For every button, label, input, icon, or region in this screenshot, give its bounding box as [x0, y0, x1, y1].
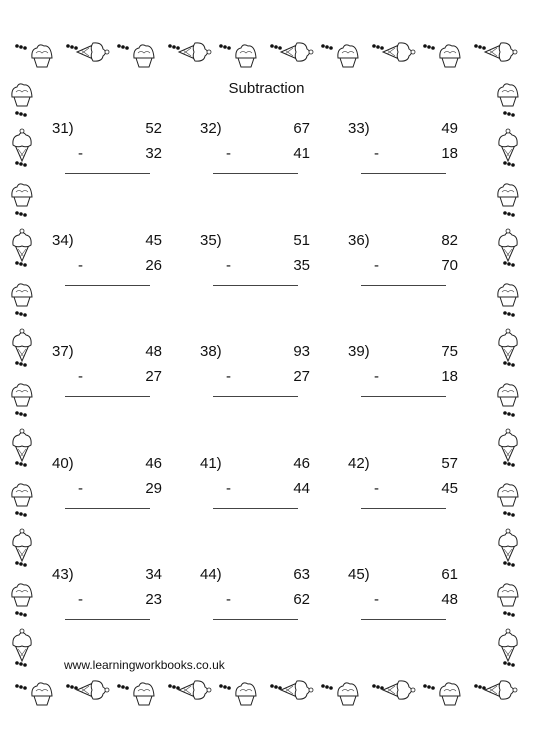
problem-number: 42) — [348, 455, 370, 472]
minus-sign: - — [226, 480, 231, 497]
minuend: 51 — [293, 232, 310, 249]
dot-decoration — [172, 685, 176, 689]
ice-cream-scoop-icon — [236, 683, 256, 705]
ice-cream-scoop-icon — [134, 45, 154, 67]
ice-cream-scoop-icon — [498, 284, 518, 306]
dot-decoration — [503, 611, 507, 615]
ice-cream-cone-icon — [383, 681, 415, 699]
dot-decoration — [15, 361, 19, 365]
dot-decoration — [66, 44, 70, 48]
answer-line — [65, 173, 150, 174]
minus-sign: - — [226, 368, 231, 385]
minuend: 57 — [441, 455, 458, 472]
ice-cream-scoop-icon — [236, 45, 256, 67]
dot-decoration — [19, 112, 23, 116]
dot-decoration — [15, 461, 19, 465]
ice-cream-scoop-icon — [498, 184, 518, 206]
dot-decoration — [121, 45, 125, 49]
dot-decoration — [125, 686, 129, 690]
problem-number: 32) — [200, 120, 222, 137]
dot-decoration — [23, 46, 27, 50]
ice-cream-scoop-icon — [32, 683, 52, 705]
problem-number: 35) — [200, 232, 222, 249]
ice-cream-cone-icon — [77, 681, 109, 699]
problem-number: 38) — [200, 343, 222, 360]
dot-decoration — [168, 44, 172, 48]
problem-number: 39) — [348, 343, 370, 360]
dot-decoration — [427, 685, 431, 689]
dot-decoration — [227, 46, 231, 50]
minuend: 93 — [293, 343, 310, 360]
dot-decoration — [19, 362, 23, 366]
dot-decoration — [19, 685, 23, 689]
ice-cream-scoop-icon — [12, 184, 32, 206]
dot-decoration — [482, 46, 486, 50]
minus-sign: - — [78, 480, 83, 497]
dot-decoration — [15, 261, 19, 265]
problem — [348, 455, 488, 525]
minuend: 63 — [293, 566, 310, 583]
problem — [348, 566, 488, 636]
subtrahend: 29 — [145, 480, 162, 497]
dot-decoration — [270, 44, 274, 48]
dot-decoration — [511, 163, 515, 167]
ice-cream-scoop-icon — [12, 284, 32, 306]
problem — [52, 566, 192, 636]
ice-cream-cone-icon — [499, 429, 517, 461]
dot-decoration — [23, 686, 27, 690]
dot-decoration — [15, 611, 19, 615]
ice-cream-cone-icon — [499, 129, 517, 161]
dot-decoration — [19, 412, 23, 416]
minus-sign: - — [374, 480, 379, 497]
minus-sign: - — [374, 591, 379, 608]
problem — [200, 232, 340, 302]
dot-decoration — [23, 663, 27, 667]
minuend: 46 — [293, 455, 310, 472]
dot-decoration — [66, 684, 70, 688]
minus-sign: - — [374, 368, 379, 385]
ice-cream-scoop-icon — [498, 584, 518, 606]
ice-cream-cone-icon — [13, 129, 31, 161]
dot-decoration — [507, 512, 511, 516]
ice-cream-scoop-icon — [338, 683, 358, 705]
dot-decoration — [19, 212, 23, 216]
dot-decoration — [503, 661, 507, 665]
answer-line — [361, 619, 446, 620]
dot-decoration — [511, 113, 515, 117]
dot-decoration — [380, 686, 384, 690]
dot-decoration — [23, 163, 27, 167]
dot-decoration — [329, 686, 333, 690]
dot-decoration — [19, 462, 23, 466]
ice-cream-cone-icon — [13, 429, 31, 461]
minus-sign: - — [374, 145, 379, 162]
dot-decoration — [219, 684, 223, 688]
problem-number: 33) — [348, 120, 370, 137]
dot-decoration — [503, 461, 507, 465]
dot-decoration — [23, 113, 27, 117]
dot-decoration — [329, 46, 333, 50]
problem-number: 43) — [52, 566, 74, 583]
problem-number: 45) — [348, 566, 370, 583]
dot-decoration — [176, 46, 180, 50]
problem-number: 40) — [52, 455, 74, 472]
minuend: 82 — [441, 232, 458, 249]
minuend: 45 — [145, 232, 162, 249]
page-title: Subtraction — [228, 80, 305, 97]
problem — [52, 455, 192, 525]
minuend: 52 — [145, 120, 162, 137]
problem-number: 37) — [52, 343, 74, 360]
dot-decoration — [431, 46, 435, 50]
minus-sign: - — [226, 257, 231, 274]
problem — [200, 566, 340, 636]
footer-url: www.learningworkbooks.co.uk — [64, 658, 225, 672]
dot-decoration — [176, 686, 180, 690]
dot-decoration — [19, 312, 23, 316]
subtrahend: 62 — [293, 591, 310, 608]
dot-decoration — [70, 685, 74, 689]
ice-cream-cone-icon — [281, 43, 313, 61]
ice-cream-cone-icon — [13, 229, 31, 261]
answer-line — [213, 285, 298, 286]
ice-cream-scoop-icon — [498, 484, 518, 506]
answer-line — [361, 285, 446, 286]
minus-sign: - — [374, 257, 379, 274]
dot-decoration — [274, 45, 278, 49]
answer-line — [213, 508, 298, 509]
dot-decoration — [507, 562, 511, 566]
subtrahend: 48 — [441, 591, 458, 608]
answer-line — [65, 508, 150, 509]
dot-decoration — [74, 46, 78, 50]
dot-decoration — [325, 685, 329, 689]
dot-decoration — [511, 663, 515, 667]
subtrahend: 35 — [293, 257, 310, 274]
dot-decoration — [23, 363, 27, 367]
problem-number: 44) — [200, 566, 222, 583]
dot-decoration — [117, 684, 121, 688]
subtrahend: 45 — [441, 480, 458, 497]
dot-decoration — [380, 46, 384, 50]
dot-decoration — [74, 686, 78, 690]
ice-cream-cone-icon — [499, 629, 517, 661]
problem-number: 36) — [348, 232, 370, 249]
dot-decoration — [15, 211, 19, 215]
minus-sign: - — [78, 257, 83, 274]
dot-decoration — [23, 413, 27, 417]
minus-sign: - — [78, 368, 83, 385]
answer-line — [361, 396, 446, 397]
dot-decoration — [278, 46, 282, 50]
dot-decoration — [219, 44, 223, 48]
dot-decoration — [507, 412, 511, 416]
minuend: 34 — [145, 566, 162, 583]
dot-decoration — [511, 263, 515, 267]
dot-decoration — [482, 686, 486, 690]
dot-decoration — [15, 561, 19, 565]
answer-line — [361, 173, 446, 174]
dot-decoration — [23, 513, 27, 517]
dot-decoration — [503, 411, 507, 415]
ice-cream-cone-icon — [485, 43, 517, 61]
dot-decoration — [511, 613, 515, 617]
ice-cream-cone-icon — [179, 681, 211, 699]
dot-decoration — [19, 612, 23, 616]
dot-decoration — [503, 111, 507, 115]
dot-decoration — [278, 686, 282, 690]
dot-decoration — [431, 686, 435, 690]
dot-decoration — [23, 263, 27, 267]
answer-line — [361, 508, 446, 509]
problem — [200, 455, 340, 525]
ice-cream-cone-icon — [499, 229, 517, 261]
problem — [348, 232, 488, 302]
dot-decoration — [503, 361, 507, 365]
dot-decoration — [15, 411, 19, 415]
subtrahend: 41 — [293, 145, 310, 162]
dot-decoration — [15, 661, 19, 665]
subtrahend: 23 — [145, 591, 162, 608]
dot-decoration — [503, 511, 507, 515]
subtrahend: 70 — [441, 257, 458, 274]
dot-decoration — [15, 684, 19, 688]
dot-decoration — [15, 311, 19, 315]
dot-decoration — [478, 45, 482, 49]
dot-decoration — [503, 311, 507, 315]
dot-decoration — [507, 662, 511, 666]
problem-number: 41) — [200, 455, 222, 472]
dot-decoration — [125, 46, 129, 50]
subtrahend: 44 — [293, 480, 310, 497]
answer-line — [65, 396, 150, 397]
minus-sign: - — [226, 591, 231, 608]
dot-decoration — [511, 213, 515, 217]
dot-decoration — [474, 684, 478, 688]
ice-cream-cone-icon — [499, 329, 517, 361]
dot-decoration — [503, 561, 507, 565]
problem — [52, 120, 192, 190]
dot-decoration — [23, 463, 27, 467]
dot-decoration — [19, 45, 23, 49]
dot-decoration — [474, 44, 478, 48]
dot-decoration — [321, 44, 325, 48]
dot-decoration — [15, 161, 19, 165]
dot-decoration — [325, 45, 329, 49]
minus-sign: - — [226, 145, 231, 162]
dot-decoration — [478, 685, 482, 689]
ice-cream-cone-icon — [179, 43, 211, 61]
dot-decoration — [511, 413, 515, 417]
dot-decoration — [511, 313, 515, 317]
dot-decoration — [172, 45, 176, 49]
ice-cream-cone-icon — [13, 629, 31, 661]
ice-cream-cone-icon — [281, 681, 313, 699]
dot-decoration — [270, 684, 274, 688]
ice-cream-scoop-icon — [32, 45, 52, 67]
dot-decoration — [503, 261, 507, 265]
dot-decoration — [23, 213, 27, 217]
answer-line — [65, 285, 150, 286]
dot-decoration — [19, 262, 23, 266]
dot-decoration — [507, 212, 511, 216]
dot-decoration — [372, 44, 376, 48]
minuend: 67 — [293, 120, 310, 137]
ice-cream-scoop-icon — [12, 584, 32, 606]
dot-decoration — [507, 262, 511, 266]
dot-decoration — [121, 685, 125, 689]
minus-sign: - — [78, 591, 83, 608]
problem — [348, 343, 488, 413]
answer-line — [213, 619, 298, 620]
dot-decoration — [227, 686, 231, 690]
dot-decoration — [507, 462, 511, 466]
dot-decoration — [23, 563, 27, 567]
problem — [200, 120, 340, 190]
dot-decoration — [15, 111, 19, 115]
problem-number: 31) — [52, 120, 74, 137]
dot-decoration — [23, 313, 27, 317]
ice-cream-scoop-icon — [440, 45, 460, 67]
dot-decoration — [376, 45, 380, 49]
dot-decoration — [168, 684, 172, 688]
dot-decoration — [19, 162, 23, 166]
dot-decoration — [15, 511, 19, 515]
ice-cream-scoop-icon — [134, 683, 154, 705]
ice-cream-scoop-icon — [498, 384, 518, 406]
subtrahend: 27 — [293, 368, 310, 385]
problem — [52, 343, 192, 413]
problem — [200, 343, 340, 413]
minuend: 49 — [441, 120, 458, 137]
dot-decoration — [511, 463, 515, 467]
dot-decoration — [15, 44, 19, 48]
minuend: 48 — [145, 343, 162, 360]
dot-decoration — [507, 362, 511, 366]
dot-decoration — [507, 112, 511, 116]
dot-decoration — [223, 45, 227, 49]
ice-cream-cone-icon — [485, 681, 517, 699]
dot-decoration — [503, 211, 507, 215]
dot-decoration — [507, 612, 511, 616]
ice-cream-cone-icon — [13, 529, 31, 561]
minuend: 61 — [441, 566, 458, 583]
subtrahend: 18 — [441, 145, 458, 162]
dot-decoration — [423, 44, 427, 48]
dot-decoration — [507, 312, 511, 316]
ice-cream-scoop-icon — [440, 683, 460, 705]
minuend: 75 — [441, 343, 458, 360]
problem — [52, 232, 192, 302]
ice-cream-scoop-icon — [12, 384, 32, 406]
subtrahend: 26 — [145, 257, 162, 274]
dot-decoration — [423, 684, 427, 688]
dot-decoration — [511, 513, 515, 517]
ice-cream-scoop-icon — [12, 484, 32, 506]
problem-number: 34) — [52, 232, 74, 249]
minuend: 46 — [145, 455, 162, 472]
minus-sign: - — [78, 145, 83, 162]
ice-cream-cone-icon — [499, 529, 517, 561]
dot-decoration — [511, 563, 515, 567]
dot-decoration — [511, 363, 515, 367]
ice-cream-cone-icon — [13, 329, 31, 361]
answer-line — [213, 396, 298, 397]
answer-line — [65, 619, 150, 620]
dot-decoration — [23, 613, 27, 617]
subtrahend: 27 — [145, 368, 162, 385]
subtrahend: 32 — [145, 145, 162, 162]
dot-decoration — [223, 685, 227, 689]
dot-decoration — [117, 44, 121, 48]
dot-decoration — [19, 662, 23, 666]
answer-line — [213, 173, 298, 174]
dot-decoration — [427, 45, 431, 49]
dot-decoration — [321, 684, 325, 688]
dot-decoration — [503, 161, 507, 165]
ice-cream-cone-icon — [383, 43, 415, 61]
dot-decoration — [372, 684, 376, 688]
dot-decoration — [19, 512, 23, 516]
problem — [348, 120, 488, 190]
ice-cream-scoop-icon — [338, 45, 358, 67]
dot-decoration — [19, 562, 23, 566]
dot-decoration — [507, 162, 511, 166]
ice-cream-cone-icon — [77, 43, 109, 61]
dot-decoration — [376, 685, 380, 689]
subtrahend: 18 — [441, 368, 458, 385]
dot-decoration — [274, 685, 278, 689]
dot-decoration — [70, 45, 74, 49]
